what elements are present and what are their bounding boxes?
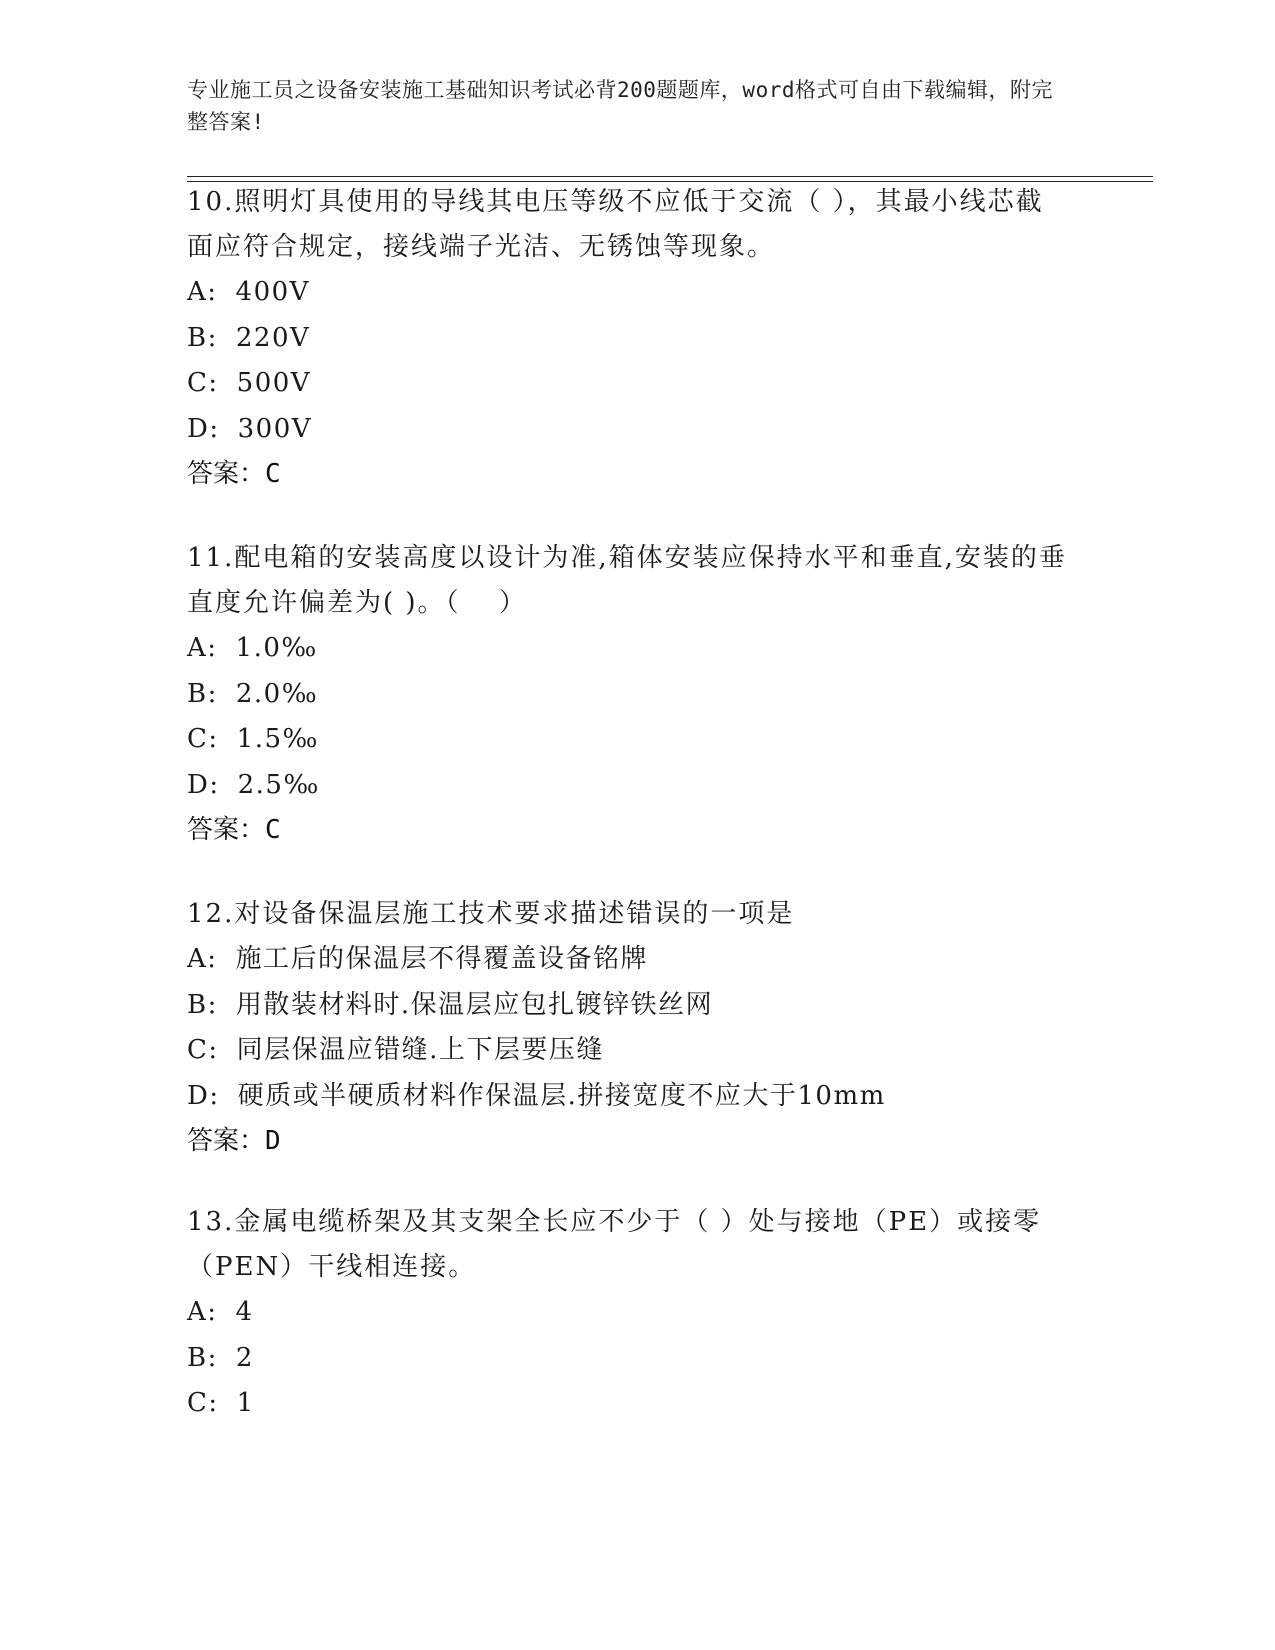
option-c: C: 500V <box>187 368 312 398</box>
option-list <box>187 937 1067 1119</box>
option-c: C: 1.5‰ <box>187 724 319 754</box>
option-c: C: 1 <box>187 1388 255 1418</box>
question-stem: 10.照明灯具使用的导线其电压等级不应低于交流（ ），其最小线芯截面应符合规定，接线端子光洁、无锈蚀等现象。 <box>187 187 1044 262</box>
option-a: A: 1.0‰ <box>187 633 318 663</box>
option-a: A: 4 <box>187 1297 254 1327</box>
option-d: D: 硬质或半硬质材料作保温层.拼接宽度不应大于10mm <box>187 1080 886 1111</box>
question-13 <box>187 1200 1067 1427</box>
question-stem: 13.金属电缆桥架及其支架全长应不少于（ ）处与接地（PE）或接零（PEN）干线相连接。 <box>187 1207 1042 1282</box>
option-list <box>187 270 1067 452</box>
header-divider-top <box>187 176 1153 177</box>
answer-label: 答案：C <box>187 459 281 489</box>
option-d: D: 2.5‰ <box>187 769 320 800</box>
question-stem: 12.对设备保温层施工技术要求描述错误的一项是 <box>187 899 795 929</box>
option-list <box>187 626 1067 808</box>
question-11 <box>187 536 1067 853</box>
answer-label: 答案：D <box>187 1126 281 1156</box>
question-10 <box>187 180 1067 497</box>
document-header: 专业施工员之设备安装施工基础知识考试必背200题题库，word格式可自由下载编辑，附完整答案! <box>187 78 1053 134</box>
option-b: B: 用散装材料时.保温层应包扎镀锌铁丝网 <box>187 989 714 1020</box>
option-a: A: 施工后的保温层不得覆盖设备铭牌 <box>187 944 649 974</box>
option-b: B: 2 <box>187 1342 254 1373</box>
answer-label: 答案：C <box>187 815 281 845</box>
option-b: B: 220V <box>187 322 311 353</box>
option-b: B: 2.0‰ <box>187 678 319 709</box>
option-list <box>187 1290 1067 1427</box>
question-stem: 11.配电箱的安装高度以设计为准,箱体安装应保持水平和垂直,安装的垂直度允许偏差为( )。（ ） <box>187 543 1067 618</box>
option-c: C: 同层保温应错缝.上下层要压缝 <box>187 1035 604 1065</box>
question-12 <box>187 892 1067 1164</box>
option-a: A: 400V <box>187 277 310 307</box>
option-d: D: 300V <box>187 413 313 444</box>
